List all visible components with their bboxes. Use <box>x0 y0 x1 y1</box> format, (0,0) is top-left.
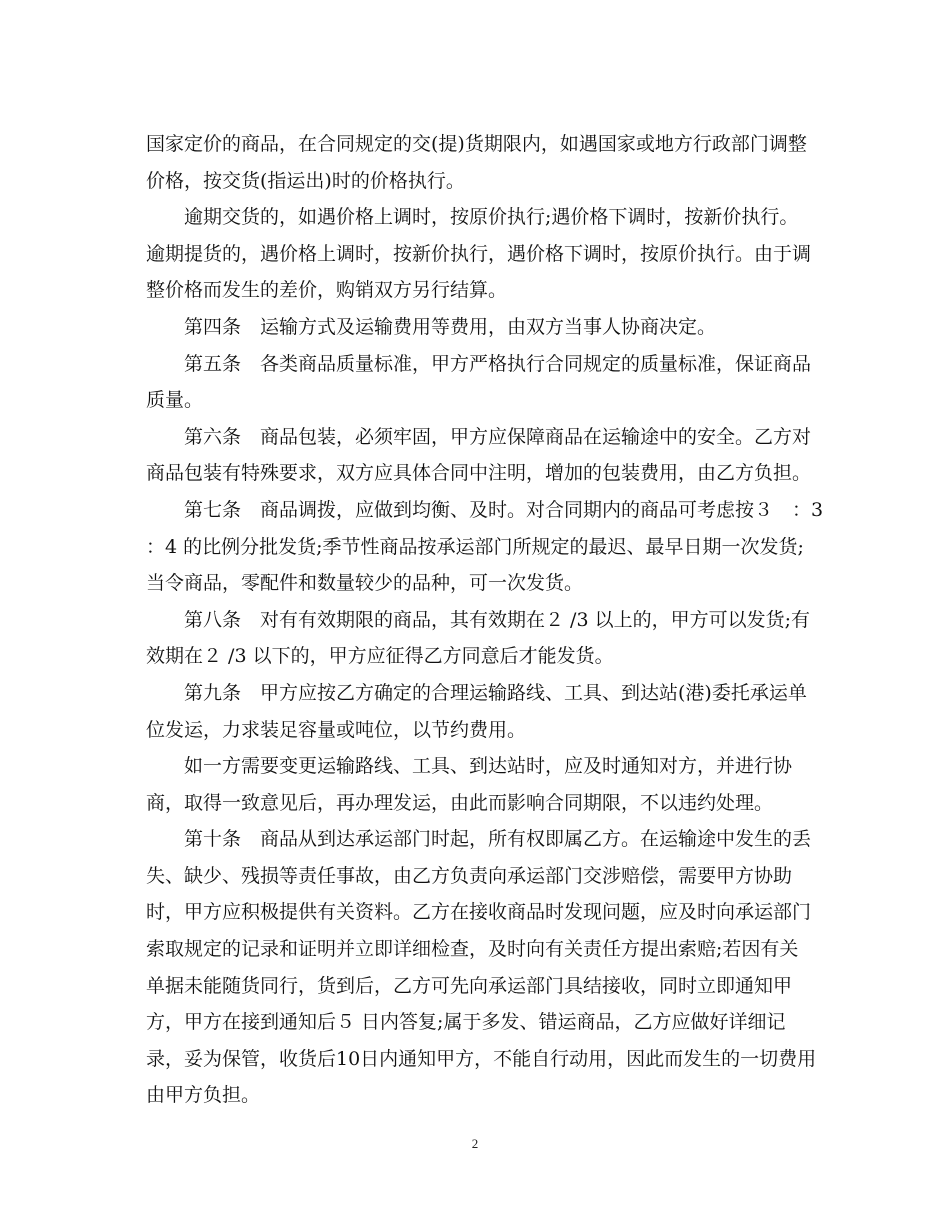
page-number: 2 <box>471 1136 479 1151</box>
document-body <box>146 126 824 1114</box>
text-line: 第四条 运输方式及运输费用等费用，由双方当事人协商决定。 <box>184 315 717 338</box>
text-line: 国家定价的商品，在合同规定的交(提)货期限内，如遇国家或地方行政部门调整 <box>146 133 807 155</box>
text-line: 第八条 对有有效期限的商品，其有效期在２ /3 以上的，甲方可以发货;有 <box>184 608 810 631</box>
text-line: 逾期交货的，如遇价格上调时，按原价执行;遇价格下调时，按新价执行。 <box>184 206 799 229</box>
text-line: ：4 的比例分批发货;季节性商品按承运部门所规定的最迟、最早日期一次发货; <box>146 535 804 558</box>
text-line: 商，取得一致意见后，再办理发运，由此而影响合同期限，不以违约处理。 <box>146 791 774 814</box>
text-line: 第十条 商品从到达承运部门时起，所有权即属乙方。在运输途中发生的丢 <box>184 828 812 851</box>
text-line: 第七条 商品调拨，应做到均衡、及时。对合同期内的商品可考虑按３ ：3 <box>184 498 824 521</box>
text-line: 单据未能随货同行，货到后，乙方可先向承运部门具结接收，同时立即通知甲 <box>146 974 793 997</box>
text-line: 索取规定的记录和证明并立即详细检查，及时向有关责任方提出索赔;若因有关 <box>146 938 799 961</box>
text-line: 效期在２ /3 以下的，甲方应征得乙方同意后才能发货。 <box>146 645 614 668</box>
text-line: 第五条 各类商品质量标准，甲方严格执行合同规定的质量标准，保证商品 <box>184 352 812 375</box>
text-line: 如一方需要变更运输路线、工具、到达站时，应及时通知对方，并进行协 <box>184 755 793 778</box>
text-line: 失、缺少、残损等责任事故，由乙方负责向承运部门交涉赔偿，需要甲方协助 <box>146 864 793 887</box>
text-line: 质量。 <box>146 389 204 412</box>
text-line: 由甲方负担。 <box>146 1084 261 1107</box>
text-line: 位发运，力求装足容量或吨位，以节约费用。 <box>146 718 527 741</box>
text-line: 第六条 商品包装，必须牢固，甲方应保障商品在运输途中的安全。乙方对 <box>184 425 812 448</box>
text-line: 商品包装有特殊要求，双方应具体合同中注明，增加的包装费用，由乙方负担。 <box>146 462 812 485</box>
text-line: 逾期提货的，遇价格上调时，按新价执行，遇价格下调时，按原价执行。由于调 <box>146 242 812 265</box>
text-line: 第九条 甲方应按乙方确定的合理运输路线、工具、到达站(港)委托承运单 <box>184 681 807 704</box>
text-line: 录，妥为保管，收货后10日内通知甲方，不能自行动用，因此而发生的一切费用 <box>146 1047 817 1070</box>
text-line: 整价格而发生的差价，购销双方另行结算。 <box>146 279 508 302</box>
text-line: 方，甲方在接到通知后５ 日内答复;属于多发、错运商品，乙方应做好详细记 <box>146 1011 786 1034</box>
text-line: 时，甲方应积极提供有关资料。乙方在接收商品时发现问题，应及时向承运部门 <box>146 901 812 924</box>
text-line: 当令商品，零配件和数量较少的品种，可一次发货。 <box>146 572 584 595</box>
text-line: 价格，按交货(指运出)时的价格执行。 <box>146 169 465 192</box>
